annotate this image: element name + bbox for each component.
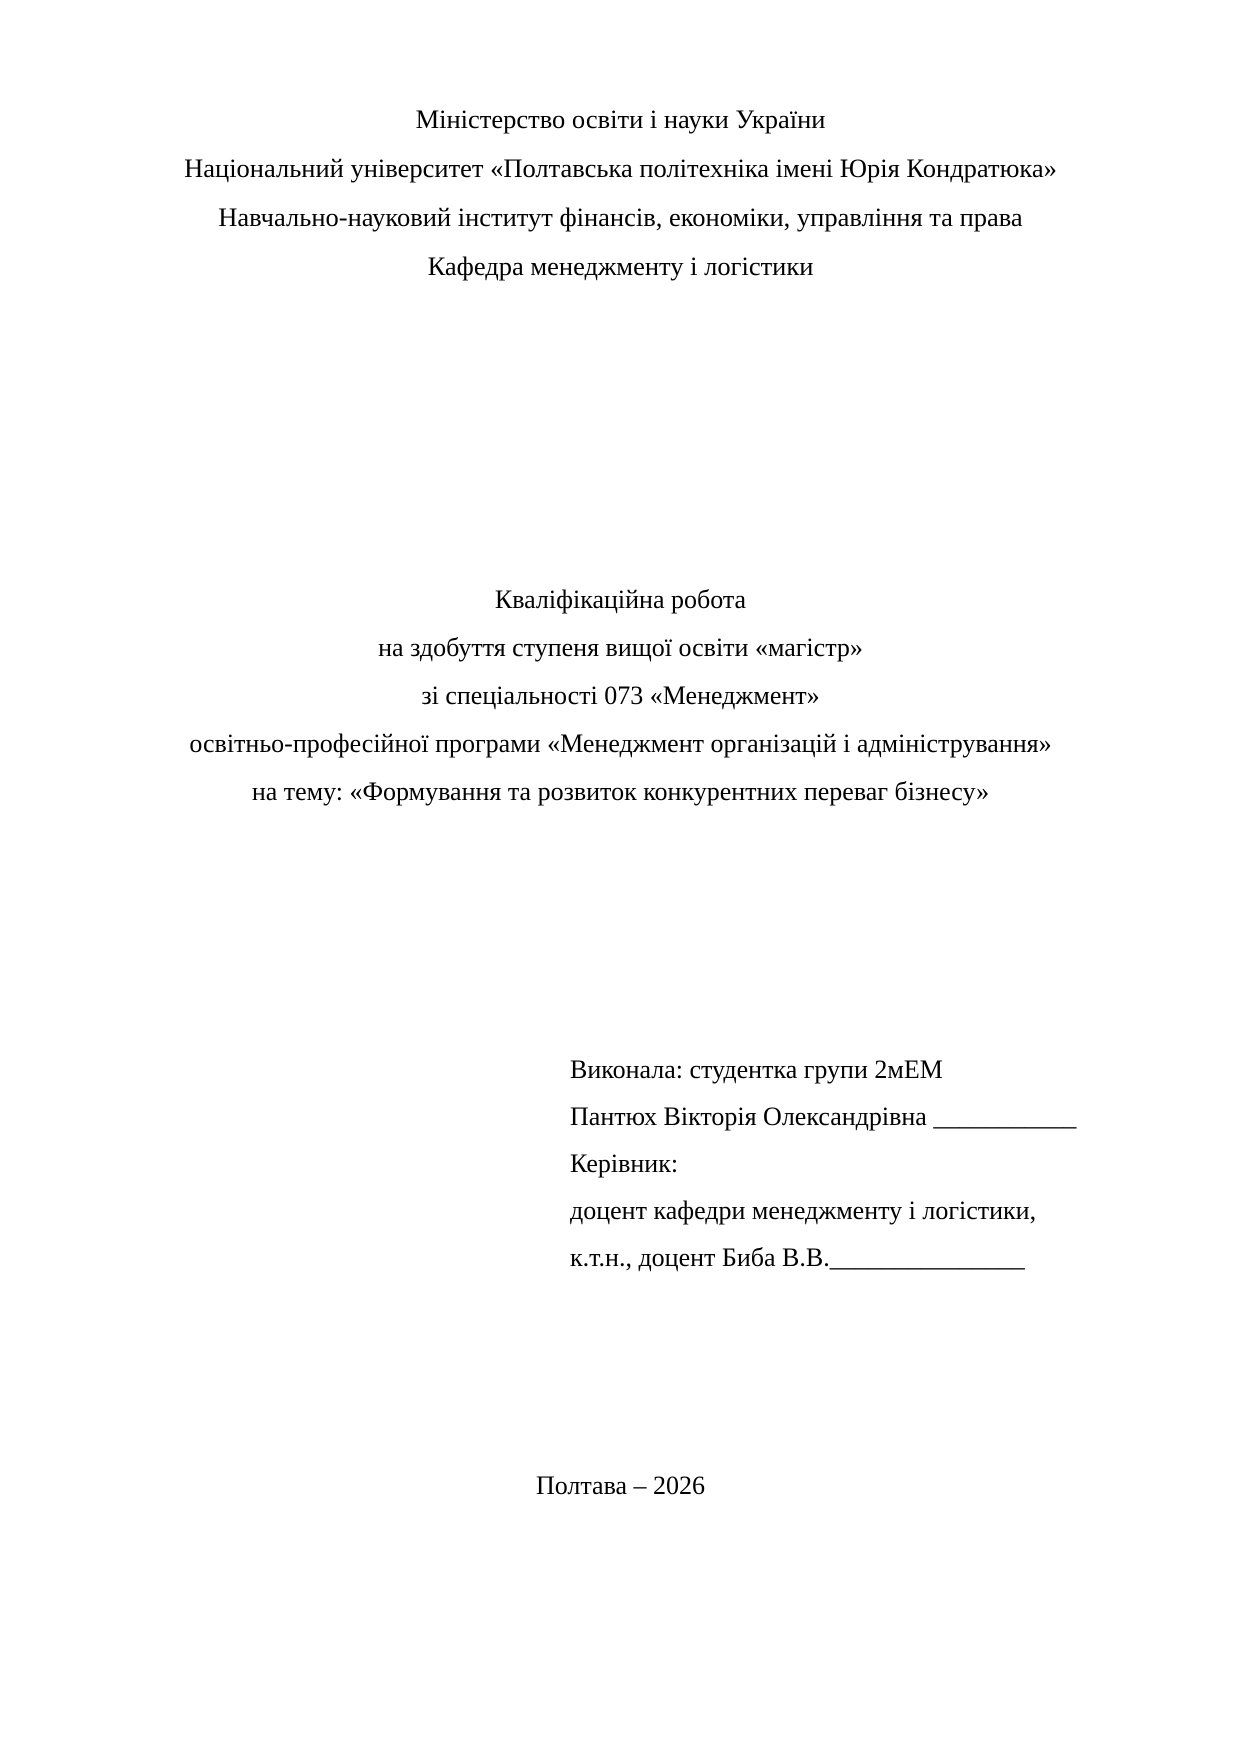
department-line: Кафедра менеджменту і логістики [427, 251, 814, 281]
city-year-footer [120, 1466, 1121, 1506]
institution-header [120, 95, 1121, 291]
specialty-line: зі спеціальності 073 «Менеджмент» [421, 681, 820, 710]
ministry-line: Міністерство освіти і науки України [415, 104, 826, 134]
city-year-line: Полтава – 2026 [535, 1471, 706, 1500]
performed-by-line: Виконала: студентка групи 2мЕМ [570, 1055, 943, 1084]
spacer-before-footer [120, 1281, 1121, 1466]
spacer-after-header [120, 291, 1121, 576]
institute-line: Навчально-науковий інститут фінансів, економіки, управління та права [218, 202, 1023, 232]
supervisor-name-line: к.т.н., доцент Биба В.В._______________ [570, 1243, 1025, 1272]
work-description [120, 576, 1121, 816]
author-and-supervisor [570, 1046, 1241, 1281]
work-type-line: Кваліфікаційна робота [494, 585, 747, 614]
spacer-after-work [120, 816, 1121, 1046]
student-name-line: Пантюх Вікторія Олександрівна ___________ [570, 1102, 1077, 1131]
university-line: Національний університет «Полтавська політехніка імені Юрія Кондратюка» [184, 153, 1057, 183]
program-line: освітньо-професійної програми «Менеджмент організацій і адміністрування» [189, 729, 1052, 758]
supervisor-label-line: Керівник: [570, 1149, 679, 1178]
supervisor-position-line: доцент кафедри менеджменту і логістики, [570, 1196, 1037, 1225]
degree-line: на здобуття ступеня вищої освіти «магістр» [378, 633, 863, 662]
topic-line: на тему: «Формування та розвиток конкурентних переваг бізнесу» [251, 777, 990, 806]
